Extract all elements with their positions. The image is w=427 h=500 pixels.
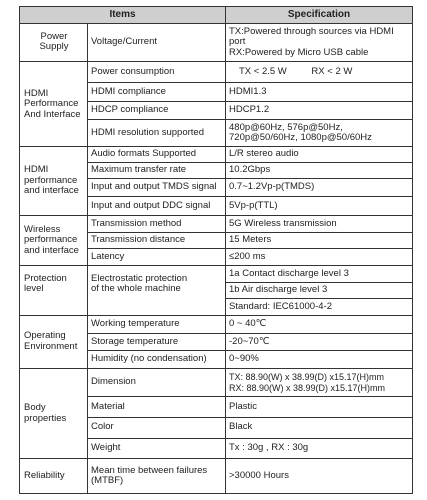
item-label: Storage temperature — [88, 333, 226, 351]
item-label: Latency — [88, 249, 226, 266]
spec-value: 10.2Gbps — [226, 163, 413, 179]
item-label: Dimension — [88, 368, 226, 396]
item-label: HDMI resolution supported — [88, 120, 226, 147]
spec-value: L/R stereo audio — [226, 147, 413, 163]
table-row — [20, 265, 413, 282]
item-label: Color — [88, 417, 226, 438]
item-label: Weight — [88, 438, 226, 459]
spec-value: ≤200 ms — [226, 249, 413, 266]
table-row — [20, 147, 413, 163]
item-label: Humidity (no condensation) — [88, 351, 226, 369]
item-label: Electrostatic protection of the whole machine — [88, 265, 226, 315]
spec-tx-power: TX < 2.5 W — [239, 65, 287, 77]
item-label: Material — [88, 397, 226, 418]
spec-value: Tx : 30g , RX : 30g — [226, 438, 413, 459]
table-row — [20, 315, 413, 333]
item-label: Input and output DDC signal — [88, 197, 226, 216]
spec-value: HDMI1.3 — [226, 82, 413, 101]
spec-value — [226, 62, 413, 83]
header-row — [20, 7, 413, 24]
item-label: Power consumption — [88, 62, 226, 83]
spec-value: >30000 Hours — [226, 459, 413, 494]
item-label: Mean time between failures (MTBF) — [88, 459, 226, 494]
table-row — [20, 216, 413, 233]
spec-value: -20~70℃ — [226, 333, 413, 351]
spec-rx-power: RX < 2 W — [311, 65, 353, 77]
spec-value: Black — [226, 417, 413, 438]
spec-value: 5G Wireless transmission — [226, 216, 413, 233]
category-power-supply: Power Supply — [20, 23, 88, 62]
spec-value: HDCP1.2 — [226, 101, 413, 120]
spec-table — [19, 6, 413, 494]
spec-value: 5Vp-p(TTL) — [226, 197, 413, 216]
header-items: Items — [20, 7, 226, 24]
spec-value: TX: 88.90(W) x 38.99(D) x15.17(H)mm RX: 88.90(W) x 38.99(D) x15.17(H)mm — [226, 368, 413, 396]
category-protection: Protection level — [20, 265, 88, 315]
spec-value: 15 Meters — [226, 232, 413, 249]
spec-value: Standard: IEC61000-4-2 — [226, 299, 413, 316]
table-row — [20, 23, 413, 62]
spec-value: 0.7~1.2Vp-p(TMDS) — [226, 178, 413, 197]
category-reliability: Reliability — [20, 459, 88, 494]
item-label: Maximum transfer rate — [88, 163, 226, 179]
item-label: Audio formats Supported — [88, 147, 226, 163]
category-body: Body properties — [20, 368, 88, 458]
spec-value: 0~90% — [226, 351, 413, 369]
table-row — [20, 62, 413, 83]
spec-value: Plastic — [226, 397, 413, 418]
spec-value: TX:Powered through sources via HDMI port RX:Powered by Micro USB cable — [226, 23, 413, 62]
spec-value: 1b Air discharge level 3 — [226, 282, 413, 299]
item-label: HDCP compliance — [88, 101, 226, 120]
table-row — [20, 368, 413, 396]
category-hdmi-interface: HDMI performance and interface — [20, 147, 88, 216]
spec-value: 480p@60Hz, 576p@50Hz, 720p@50/60Hz, 1080p@50/60Hz — [226, 120, 413, 147]
table-row — [20, 459, 413, 494]
spec-value: 1a Contact discharge level 3 — [226, 265, 413, 282]
category-wireless: Wireless performance and interface — [20, 216, 88, 266]
category-operating: Operating Environment — [20, 315, 88, 368]
item-label: HDMI compliance — [88, 82, 226, 101]
item-label: Transmission distance — [88, 232, 226, 249]
header-specification: Specification — [226, 7, 413, 24]
item-label: Input and output TMDS signal — [88, 178, 226, 197]
spec-value: 0 ~ 40℃ — [226, 315, 413, 333]
item-label: Transmission method — [88, 216, 226, 233]
category-hdmi-performance: HDMI Performance And Interface — [20, 62, 88, 147]
item-label: Working temperature — [88, 315, 226, 333]
item-label: Voltage/Current — [88, 23, 226, 62]
